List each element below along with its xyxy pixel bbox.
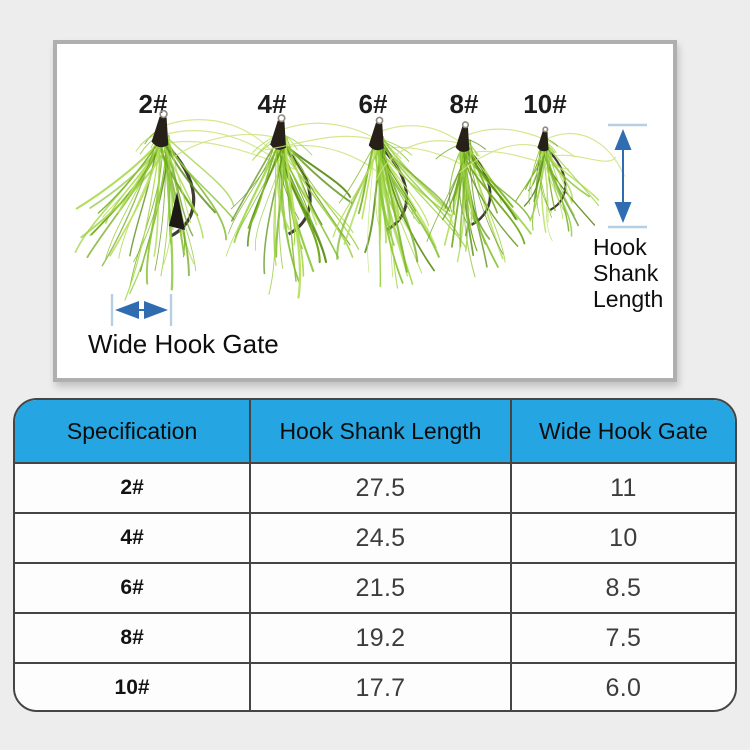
fly-size-label: 6#	[358, 89, 388, 119]
fly-10#	[459, 89, 624, 241]
hooks-diagram	[57, 44, 673, 378]
shank-length-cell: 24.5	[251, 514, 512, 562]
shank-length-arrow	[608, 125, 647, 227]
fly-size-label: 10#	[523, 89, 567, 119]
hook-eye	[376, 117, 383, 124]
hooks-photo-panel	[53, 40, 677, 382]
hook-eye	[543, 127, 548, 132]
feather-wisp	[465, 129, 575, 157]
hook-gate-cell: 10	[609, 523, 638, 552]
shank-length-cell: 19.2	[251, 614, 512, 662]
hook-gate-cell: 7.5	[605, 623, 642, 652]
shank-label-line-2: Shank	[593, 260, 659, 286]
table-row	[15, 462, 735, 512]
spec-cell: 8#	[15, 614, 251, 662]
wide-hook-gate-label: Wide Hook Gate	[88, 329, 279, 359]
column-header-shank-length: Hook Shank Length	[251, 400, 512, 462]
column-header-specification: Specification	[15, 400, 251, 462]
spec-cell: 2#	[15, 464, 251, 512]
table-header-row	[15, 400, 735, 462]
hook-gate-arrow	[112, 294, 171, 326]
spec-cell: 10#	[15, 664, 251, 712]
shank-label-line-1: Hook	[593, 234, 647, 260]
spec-cell: 6#	[15, 564, 251, 612]
hook-gate-cell: 8.5	[605, 573, 642, 602]
fly-size-label: 2#	[138, 89, 168, 119]
hook-eye	[462, 122, 468, 128]
feather-strand	[359, 138, 376, 213]
shank-length-cell: 17.7	[251, 664, 512, 712]
feather-strand	[231, 144, 279, 209]
table-row	[15, 612, 735, 662]
table-row	[15, 562, 735, 612]
fly-size-label: 8#	[449, 89, 479, 119]
table-row	[15, 662, 735, 712]
shank-length-cell: 27.5	[251, 464, 512, 512]
hook-gate-cell: 6.0	[605, 673, 642, 702]
fly-group	[76, 89, 625, 300]
hook-gate-cell: 11	[610, 473, 637, 502]
column-header-hook-gate: Wide Hook Gate	[539, 417, 708, 444]
shank-length-cell: 21.5	[251, 564, 512, 612]
fly-size-label: 4#	[257, 89, 287, 119]
shank-label-line-3: Length	[593, 286, 664, 312]
table-row	[15, 512, 735, 562]
table-body	[15, 462, 735, 712]
spec-cell: 4#	[15, 514, 251, 562]
specification-table	[13, 398, 737, 712]
